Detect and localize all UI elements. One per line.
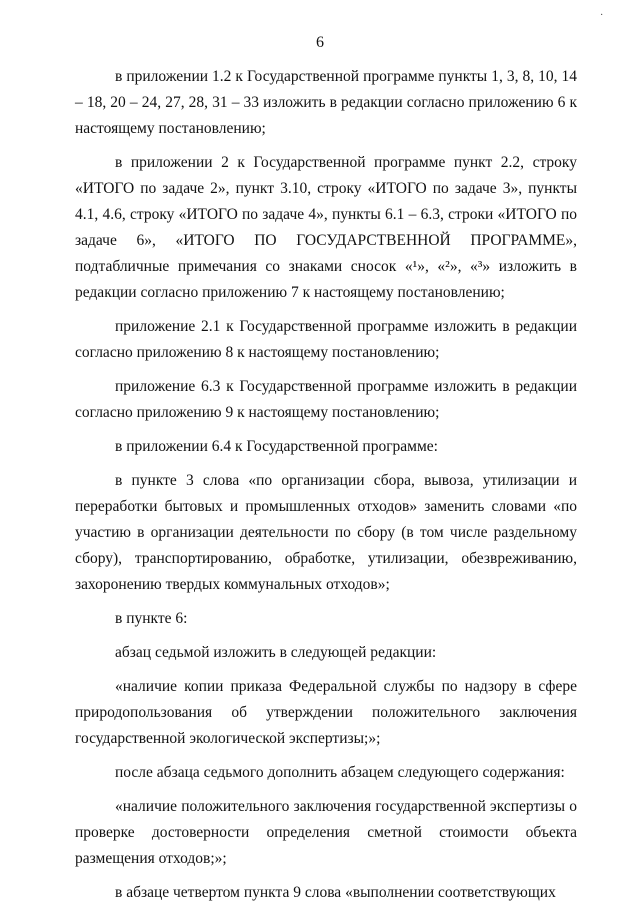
paragraph-11: «наличие положительного заключения государственной экспертизы о проверке достоверности определения сметной стоимости объекта размещения отходов;»; [75,798,577,867]
paragraph-10: после абзаца седьмого дополнить абзацем следующего содержания: [115,764,565,781]
document-body [75,64,577,914]
paragraph-2: в приложении 2 к Государственной программе пункт 2.2, строку «ИТОГО по задаче 2», пункт 3.10, строку «ИТОГО по задаче 3», пункты 4.1, 4.6, строку «ИТОГО по задаче 4», пункты 6.1 – 6.3, строки «ИТОГО по задаче 6», «ИТОГО ПО ГОСУДАРСТВЕННОЙ ПРОГРАММЕ», подтабличные примечания со знаками сносок «¹», «²», «³» изложить в редакции согласно приложению 7 к настоящему постановлению; [75,154,577,301]
paragraph-4: приложение 6.3 к Государственной программе изложить в редакции согласно приложению 9 к настоящему постановлению; [75,378,577,421]
corner-mark: · [600,10,604,21]
paragraph-9: «наличие копии приказа Федеральной службы по надзору в сфере природопользования об утверждении положительного заключения государственной экологической экспертизы;»; [75,678,577,747]
paragraph-1: в приложении 1.2 к Государственной программе пункты 1, 3, 8, 10, 14 – 18, 20 – 24, 27, 28, 31 – 33 изложить в редакции согласно приложению 6 к настоящему постановлению; [75,68,577,137]
paragraph-12: в абзаце четвертом пункта 9 слова «выполнении соответствующих [115,884,556,901]
paragraph-6: в пункте 3 слова «по организации сбора, вывоза, утилизации и переработки бытовых и промышленных отходов» заменить словами «по участию в организации деятельности по сбору (в том числе раздельному сбору), транспортированию, обработке, утилизации, обезвреживанию, захоронению твердых коммунальных отходов»; [75,472,577,593]
paragraph-3: приложение 2.1 к Государственной программе изложить в редакции согласно приложению 8 к настоящему постановлению; [75,318,577,361]
paragraph-7: в пункте 6: [115,610,188,627]
page-number: 6 [316,34,324,51]
paragraph-8: абзац седьмой изложить в следующей редакции: [115,644,437,661]
paragraph-5: в приложении 6.4 к Государственной программе: [115,438,438,455]
